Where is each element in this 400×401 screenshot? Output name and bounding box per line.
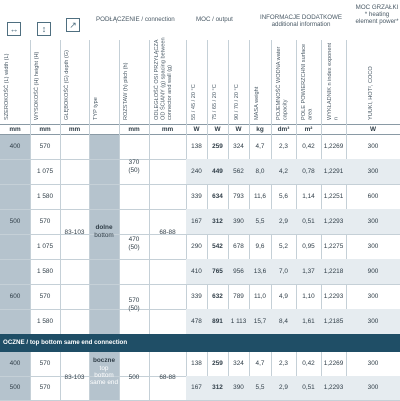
output-55-cell: 167 bbox=[191, 217, 202, 225]
width-arrows-icon: ↔ bbox=[7, 22, 21, 36]
width-cell: 500 bbox=[9, 384, 21, 391]
mass-cell: 5,5 bbox=[255, 217, 265, 225]
height-cell: 570 bbox=[39, 292, 51, 300]
height-cell: 1 075 bbox=[37, 242, 53, 250]
info-group-subtitle: additional information bbox=[271, 21, 331, 28]
temp-75-header: 75 / 65 / 20 °C bbox=[212, 84, 218, 120]
heater-power-cell: 300 bbox=[367, 317, 379, 325]
mass-cell: 4,7 bbox=[255, 142, 265, 150]
pitch-c-sub: (50) bbox=[128, 305, 140, 312]
output-55-cell: 339 bbox=[191, 292, 202, 300]
height-header: WYSOKOŚĆ (H) height (H) bbox=[34, 51, 40, 120]
height-cell: 570 bbox=[39, 217, 51, 225]
output-90-cell: 678 bbox=[233, 242, 244, 250]
surface-cell: 0,42 bbox=[302, 142, 315, 150]
spacing-header: ODLEGŁOŚĆ OSI PRZYŁĄCZA OD ŚCIANY (g) spacing between connector and wall (g) bbox=[154, 37, 173, 120]
temp-90-header: 90 / 70 / 20 °C bbox=[234, 84, 240, 120]
pitch-b-sub: (50) bbox=[128, 244, 140, 251]
type-value-2-en-c: same end bbox=[89, 379, 119, 386]
output-group-header: MOC / output bbox=[196, 16, 233, 23]
output-90-cell: 956 bbox=[233, 267, 244, 275]
output-75-cell: 891 bbox=[212, 317, 223, 325]
output-55-cell: 478 bbox=[191, 317, 202, 325]
surface-cell: 1,14 bbox=[302, 192, 315, 200]
surface-cell: 1,10 bbox=[302, 292, 315, 300]
unit-cell: W bbox=[235, 126, 242, 133]
unit-cell: dm³ bbox=[277, 126, 290, 133]
section-band: OCZNE / top bottom same end connection bbox=[0, 334, 400, 352]
temp-55-header: 55 / 45 / 20 °C bbox=[191, 84, 197, 120]
water-cell: 8,4 bbox=[279, 317, 288, 325]
output-90-cell: 390 bbox=[233, 217, 244, 225]
output-90-cell: 793 bbox=[233, 192, 244, 200]
unit-cell: mm bbox=[68, 126, 81, 133]
output-75-cell: 259 bbox=[212, 142, 223, 150]
heater-power-cell: 300 bbox=[367, 360, 379, 367]
unit-cell: W bbox=[369, 126, 377, 133]
surface-cell: 0,95 bbox=[302, 242, 315, 250]
pitch-2: 500 bbox=[128, 374, 140, 381]
type-value-2-en-b: bottom bbox=[94, 372, 114, 379]
water-cell: 4,2 bbox=[279, 167, 288, 175]
water-cell: 4,9 bbox=[279, 292, 288, 300]
heater-power-cell: 900 bbox=[367, 267, 379, 275]
heater-power-cell: 300 bbox=[367, 242, 379, 250]
heater-sub-header: YUUKI, HOT², COCO bbox=[368, 66, 374, 120]
unit-cell: mm bbox=[128, 126, 140, 133]
heater-power-cell: 300 bbox=[367, 167, 379, 175]
row-divider bbox=[0, 184, 400, 185]
surface-cell: 1,37 bbox=[302, 267, 315, 275]
surface-cell: 0,51 bbox=[302, 384, 315, 391]
output-75-cell: 449 bbox=[212, 167, 223, 175]
depth-arrow-icon: ↗ bbox=[66, 18, 80, 32]
pitch-a: 370 bbox=[128, 159, 140, 166]
output-75-cell: 312 bbox=[212, 384, 223, 391]
output-55-cell: 339 bbox=[191, 192, 202, 200]
surface-cell: 0,78 bbox=[302, 167, 315, 175]
water-cell: 2,9 bbox=[279, 217, 288, 225]
surface-cell: 0,51 bbox=[302, 217, 315, 225]
unit-cell: mm bbox=[39, 126, 51, 133]
type-header: TYP type bbox=[93, 97, 99, 120]
width-cell: 400 bbox=[9, 360, 21, 367]
water-header: POJEMNOŚĆ WODNA water capacity bbox=[276, 46, 289, 120]
output-75-cell: 634 bbox=[212, 192, 223, 200]
width-cell: 500 bbox=[9, 217, 21, 225]
height-cell: 570 bbox=[39, 142, 51, 150]
mass-cell: 9,6 bbox=[255, 242, 265, 250]
heater-power-cell: 300 bbox=[367, 142, 379, 150]
heater-power-cell: 300 bbox=[367, 292, 379, 300]
unit-cell: kg bbox=[256, 126, 264, 133]
water-cell: 2,9 bbox=[279, 384, 288, 391]
exponent-header: WYKŁADNIK n index exponent n bbox=[327, 42, 340, 120]
pitch-b: 470 bbox=[128, 236, 140, 243]
output-55-cell: 167 bbox=[191, 384, 202, 391]
exponent-cell: 1,2218 bbox=[323, 267, 344, 275]
unit-cell: mm bbox=[161, 126, 174, 133]
height-cell: 1 075 bbox=[37, 167, 53, 175]
output-90-cell: 324 bbox=[233, 360, 244, 367]
heater-power-cell: 600 bbox=[367, 192, 379, 200]
output-55-cell: 290 bbox=[191, 242, 202, 250]
heater-power-cell: 300 bbox=[367, 384, 379, 391]
surface-cell: 0,42 bbox=[302, 360, 315, 367]
output-55-cell: 240 bbox=[191, 167, 202, 175]
output-90-cell: 390 bbox=[233, 384, 244, 391]
unit-cell: m² bbox=[304, 126, 313, 133]
exponent-cell: 1,2293 bbox=[323, 217, 344, 225]
output-55-cell: 410 bbox=[191, 267, 202, 275]
output-90-cell: 1 113 bbox=[230, 317, 247, 325]
spacing-value: 68-88 bbox=[159, 229, 176, 236]
depth-value: 83-103 bbox=[64, 229, 85, 236]
output-75-cell: 765 bbox=[212, 267, 223, 275]
output-90-cell: 562 bbox=[233, 167, 244, 175]
mass-cell: 11,0 bbox=[254, 292, 266, 300]
depth-header: GŁĘBOKOŚĆ (G) depth (G) bbox=[64, 50, 70, 120]
output-75-cell: 259 bbox=[212, 360, 223, 367]
water-cell: 7,0 bbox=[279, 267, 288, 275]
mass-cell: 15,7 bbox=[253, 317, 267, 325]
height-cell: 570 bbox=[39, 384, 51, 391]
row-divider bbox=[0, 284, 400, 285]
height-arrows-icon: ↕ bbox=[37, 22, 51, 36]
output-75-cell: 312 bbox=[212, 217, 223, 225]
info-group-title: INFORMACJE DODATKOWE bbox=[259, 14, 343, 21]
heater-power-cell: 300 bbox=[367, 217, 379, 225]
output-75-cell: 542 bbox=[212, 242, 223, 250]
mass-cell: 11,6 bbox=[254, 192, 266, 200]
exponent-cell: 1,2293 bbox=[323, 384, 344, 391]
surface-cell: 1,61 bbox=[302, 317, 315, 325]
height-cell: 1 580 bbox=[37, 267, 53, 275]
info-group-header bbox=[256, 14, 346, 28]
exponent-cell: 1,2251 bbox=[323, 192, 344, 200]
unit-cell: W bbox=[214, 126, 221, 133]
surface-header: POLE POWIERZCHNI surface area bbox=[301, 43, 314, 120]
output-75-cell: 632 bbox=[212, 292, 223, 300]
width-cell: 600 bbox=[9, 292, 21, 300]
exponent-cell: 1,2269 bbox=[323, 142, 344, 150]
type-value-2-en-a: top bbox=[99, 365, 109, 372]
water-cell: 2,3 bbox=[279, 360, 288, 367]
unit-cell: W bbox=[193, 126, 200, 133]
mass-header: MASA weight bbox=[254, 86, 260, 120]
connection-group-header: PODŁĄCZENIE / connection bbox=[96, 16, 175, 23]
height-cell: 570 bbox=[39, 360, 51, 367]
height-cell: 1 580 bbox=[37, 317, 53, 325]
mass-cell: 8,0 bbox=[255, 167, 265, 175]
type-value-2: boczne bbox=[92, 357, 115, 364]
output-90-cell: 324 bbox=[233, 142, 244, 150]
pitch-a-sub: (50) bbox=[128, 167, 140, 174]
type-value-en: bottom bbox=[94, 232, 114, 239]
type-value: dolne bbox=[95, 224, 113, 231]
exponent-cell: 1,2293 bbox=[323, 292, 344, 300]
exponent-cell: 1,2275 bbox=[323, 242, 344, 250]
water-cell: 5,2 bbox=[279, 242, 288, 250]
output-90-cell: 789 bbox=[233, 292, 244, 300]
mass-cell: 4,7 bbox=[255, 360, 265, 367]
exponent-cell: 1,2185 bbox=[323, 317, 344, 325]
exponent-cell: 1,2291 bbox=[323, 167, 344, 175]
exponent-cell: 1,2269 bbox=[323, 360, 344, 367]
water-cell: 2,3 bbox=[279, 142, 288, 150]
depth-value-2: 83-103 bbox=[64, 374, 85, 381]
height-cell: 1 580 bbox=[37, 192, 53, 200]
unit-cell: mm bbox=[9, 126, 21, 133]
pitch-c: 570 bbox=[128, 297, 140, 304]
pitch-header: ROZSTAW (h) pitch (h) bbox=[123, 62, 129, 120]
mass-cell: 13,6 bbox=[253, 267, 267, 275]
heater-group-header: MOC GRZAŁKI * heating element power* bbox=[355, 4, 399, 25]
output-55-cell: 138 bbox=[191, 142, 202, 150]
spacing-value-2: 68-88 bbox=[159, 374, 176, 381]
width-header: SZEROKOŚĆ (L) width (L) bbox=[4, 53, 10, 120]
width-cell: 400 bbox=[9, 142, 21, 150]
output-55-cell: 138 bbox=[191, 360, 202, 367]
water-cell: 5,6 bbox=[279, 192, 288, 200]
mass-cell: 5,5 bbox=[255, 384, 265, 391]
